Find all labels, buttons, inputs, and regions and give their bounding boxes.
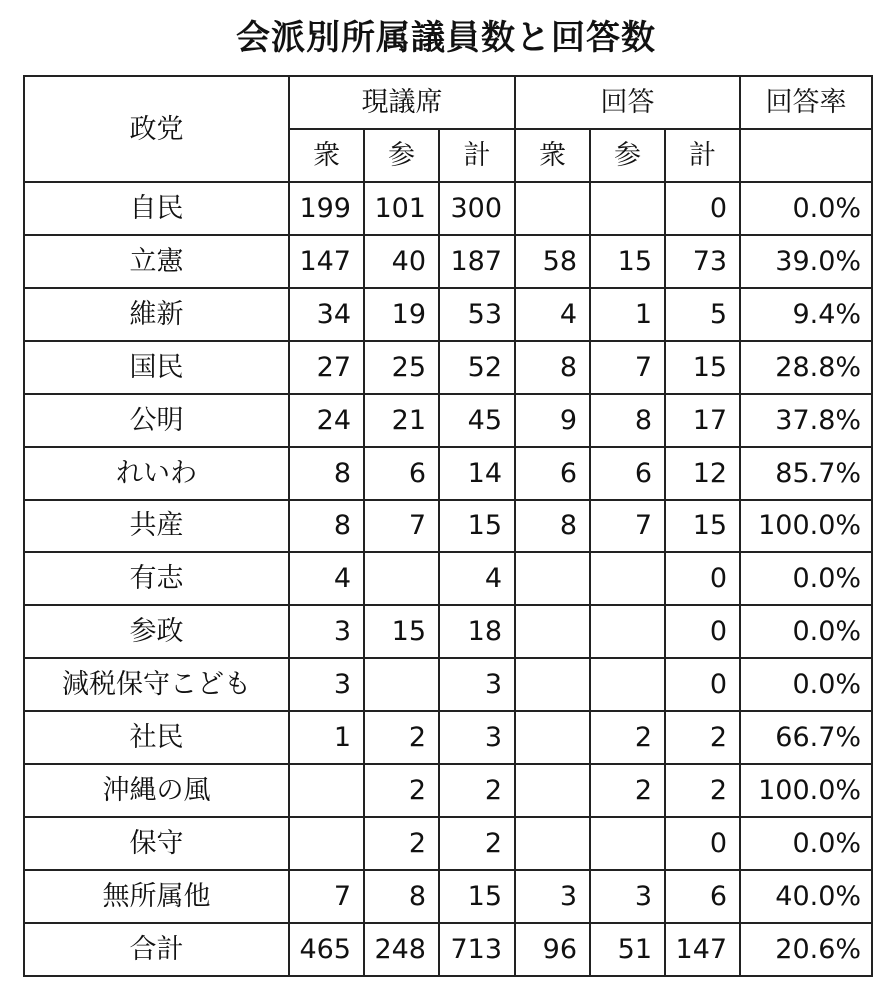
- cell-seats-total: 2: [439, 764, 515, 817]
- cell-answers-lower-house: 3: [515, 870, 590, 923]
- cell-seats-total: 713: [439, 923, 515, 976]
- cell-answers-lower-house: 8: [515, 500, 590, 553]
- cell-answers-total: 15: [665, 341, 740, 394]
- table-row: [24, 500, 872, 553]
- cell-seats-upper-house: 8: [364, 870, 439, 923]
- cell-response-rate: 39.0%: [740, 235, 872, 288]
- cell-answers-lower-house: 96: [515, 923, 590, 976]
- cell-answers-total: 0: [665, 552, 740, 605]
- table-row: [24, 658, 872, 711]
- cell-answers-lower-house: [515, 552, 590, 605]
- cell-seats-upper-house: 2: [364, 711, 439, 764]
- header-answers-upper-house: 参: [590, 129, 665, 182]
- cell-answers-total: 0: [665, 605, 740, 658]
- cell-party: 自民: [24, 182, 289, 235]
- cell-response-rate: 0.0%: [740, 552, 872, 605]
- cell-seats-lower-house: [289, 817, 364, 870]
- cell-answers-lower-house: 58: [515, 235, 590, 288]
- cell-answers-total: 5: [665, 288, 740, 341]
- cell-seats-upper-house: 15: [364, 605, 439, 658]
- cell-answers-upper-house: 7: [590, 500, 665, 553]
- cell-answers-upper-house: [590, 605, 665, 658]
- cell-party: 国民: [24, 341, 289, 394]
- cell-seats-upper-house: 21: [364, 394, 439, 447]
- cell-answers-upper-house: [590, 658, 665, 711]
- cell-seats-lower-house: 27: [289, 341, 364, 394]
- cell-response-rate: 20.6%: [740, 923, 872, 976]
- cell-answers-upper-house: 2: [590, 711, 665, 764]
- cell-seats-total: 45: [439, 394, 515, 447]
- cell-answers-total: 2: [665, 764, 740, 817]
- cell-seats-lower-house: 1: [289, 711, 364, 764]
- table-row: [24, 923, 872, 976]
- header-answers-total: 計: [665, 129, 740, 182]
- cell-answers-lower-house: 8: [515, 341, 590, 394]
- cell-response-rate: 40.0%: [740, 870, 872, 923]
- cell-response-rate: 9.4%: [740, 288, 872, 341]
- cell-party: 共産: [24, 500, 289, 553]
- cell-answers-upper-house: 15: [590, 235, 665, 288]
- cell-seats-total: 300: [439, 182, 515, 235]
- cell-party: 維新: [24, 288, 289, 341]
- cell-seats-upper-house: 7: [364, 500, 439, 553]
- cell-seats-upper-house: [364, 552, 439, 605]
- cell-answers-upper-house: [590, 552, 665, 605]
- cell-seats-lower-house: [289, 764, 364, 817]
- cell-seats-total: 2: [439, 817, 515, 870]
- cell-answers-lower-house: 4: [515, 288, 590, 341]
- cell-answers-total: 6: [665, 870, 740, 923]
- cell-seats-upper-house: 2: [364, 764, 439, 817]
- table-row: [24, 764, 872, 817]
- table-row: [24, 235, 872, 288]
- cell-answers-lower-house: 9: [515, 394, 590, 447]
- table-row: [24, 605, 872, 658]
- cell-seats-upper-house: 19: [364, 288, 439, 341]
- cell-answers-upper-house: [590, 817, 665, 870]
- cell-answers-lower-house: [515, 711, 590, 764]
- header-answers: 回答: [515, 76, 740, 129]
- cell-answers-upper-house: [590, 182, 665, 235]
- cell-answers-lower-house: [515, 605, 590, 658]
- cell-response-rate: 100.0%: [740, 764, 872, 817]
- cell-party: 沖縄の風: [24, 764, 289, 817]
- table-body: [24, 182, 872, 976]
- header-party: 政党: [24, 76, 289, 182]
- table-row: [24, 552, 872, 605]
- cell-answers-total: 147: [665, 923, 740, 976]
- cell-answers-total: 15: [665, 500, 740, 553]
- cell-answers-upper-house: 6: [590, 447, 665, 500]
- header-rate-blank: [740, 129, 872, 182]
- cell-seats-total: 52: [439, 341, 515, 394]
- cell-seats-upper-house: 25: [364, 341, 439, 394]
- cell-seats-total: 3: [439, 711, 515, 764]
- cell-seats-upper-house: 101: [364, 182, 439, 235]
- cell-seats-lower-house: 3: [289, 658, 364, 711]
- cell-seats-total: 15: [439, 500, 515, 553]
- table-row: [24, 288, 872, 341]
- cell-response-rate: 100.0%: [740, 500, 872, 553]
- cell-party: 参政: [24, 605, 289, 658]
- header-answers-lower-house: 衆: [515, 129, 590, 182]
- cell-seats-lower-house: 8: [289, 500, 364, 553]
- cell-answers-upper-house: 1: [590, 288, 665, 341]
- cell-seats-upper-house: [364, 658, 439, 711]
- cell-seats-upper-house: 6: [364, 447, 439, 500]
- cell-answers-total: 17: [665, 394, 740, 447]
- table-row: [24, 447, 872, 500]
- cell-seats-total: 3: [439, 658, 515, 711]
- cell-seats-lower-house: 34: [289, 288, 364, 341]
- cell-party: 公明: [24, 394, 289, 447]
- header-seats-total: 計: [439, 129, 515, 182]
- cell-answers-total: 0: [665, 182, 740, 235]
- cell-party: 保守: [24, 817, 289, 870]
- cell-answers-lower-house: [515, 182, 590, 235]
- table-row: [24, 711, 872, 764]
- cell-party: 立憲: [24, 235, 289, 288]
- header-current-seats: 現議席: [289, 76, 515, 129]
- cell-seats-total: 187: [439, 235, 515, 288]
- table-title: 会派別所属議員数と回答数: [236, 18, 656, 58]
- cell-seats-total: 18: [439, 605, 515, 658]
- cell-party: れいわ: [24, 447, 289, 500]
- table-row: [24, 870, 872, 923]
- cell-party: 減税保守こども: [24, 658, 289, 711]
- cell-answers-upper-house: 2: [590, 764, 665, 817]
- cell-seats-lower-house: 147: [289, 235, 364, 288]
- cell-answers-total: 2: [665, 711, 740, 764]
- cell-answers-lower-house: 6: [515, 447, 590, 500]
- cell-answers-lower-house: [515, 658, 590, 711]
- cell-answers-total: 73: [665, 235, 740, 288]
- cell-answers-total: 12: [665, 447, 740, 500]
- cell-seats-lower-house: 7: [289, 870, 364, 923]
- cell-answers-upper-house: 8: [590, 394, 665, 447]
- cell-response-rate: 66.7%: [740, 711, 872, 764]
- cell-seats-upper-house: 40: [364, 235, 439, 288]
- table-row: [24, 182, 872, 235]
- cell-response-rate: 0.0%: [740, 182, 872, 235]
- cell-seats-total: 4: [439, 552, 515, 605]
- party-members-response-table: [23, 75, 873, 977]
- cell-seats-lower-house: 3: [289, 605, 364, 658]
- cell-response-rate: 37.8%: [740, 394, 872, 447]
- cell-response-rate: 85.7%: [740, 447, 872, 500]
- table-row: [24, 817, 872, 870]
- cell-seats-total: 15: [439, 870, 515, 923]
- table-row: [24, 341, 872, 394]
- cell-answers-total: 0: [665, 658, 740, 711]
- cell-seats-lower-house: 465: [289, 923, 364, 976]
- cell-response-rate: 0.0%: [740, 658, 872, 711]
- cell-answers-total: 0: [665, 817, 740, 870]
- cell-seats-total: 53: [439, 288, 515, 341]
- cell-response-rate: 28.8%: [740, 341, 872, 394]
- header-seats-lower-house: 衆: [289, 129, 364, 182]
- header-seats-upper-house: 参: [364, 129, 439, 182]
- table-row: [24, 394, 872, 447]
- cell-seats-lower-house: 199: [289, 182, 364, 235]
- cell-seats-lower-house: 8: [289, 447, 364, 500]
- cell-seats-upper-house: 248: [364, 923, 439, 976]
- cell-seats-upper-house: 2: [364, 817, 439, 870]
- cell-answers-lower-house: [515, 817, 590, 870]
- cell-response-rate: 0.0%: [740, 817, 872, 870]
- header-response-rate: 回答率: [740, 76, 872, 129]
- cell-answers-upper-house: 7: [590, 341, 665, 394]
- cell-party: 社民: [24, 711, 289, 764]
- cell-seats-total: 14: [439, 447, 515, 500]
- cell-party: 無所属他: [24, 870, 289, 923]
- cell-response-rate: 0.0%: [740, 605, 872, 658]
- cell-answers-upper-house: 51: [590, 923, 665, 976]
- cell-answers-lower-house: [515, 764, 590, 817]
- cell-party: 有志: [24, 552, 289, 605]
- cell-answers-upper-house: 3: [590, 870, 665, 923]
- cell-seats-lower-house: 24: [289, 394, 364, 447]
- cell-seats-lower-house: 4: [289, 552, 364, 605]
- cell-party: 合計: [24, 923, 289, 976]
